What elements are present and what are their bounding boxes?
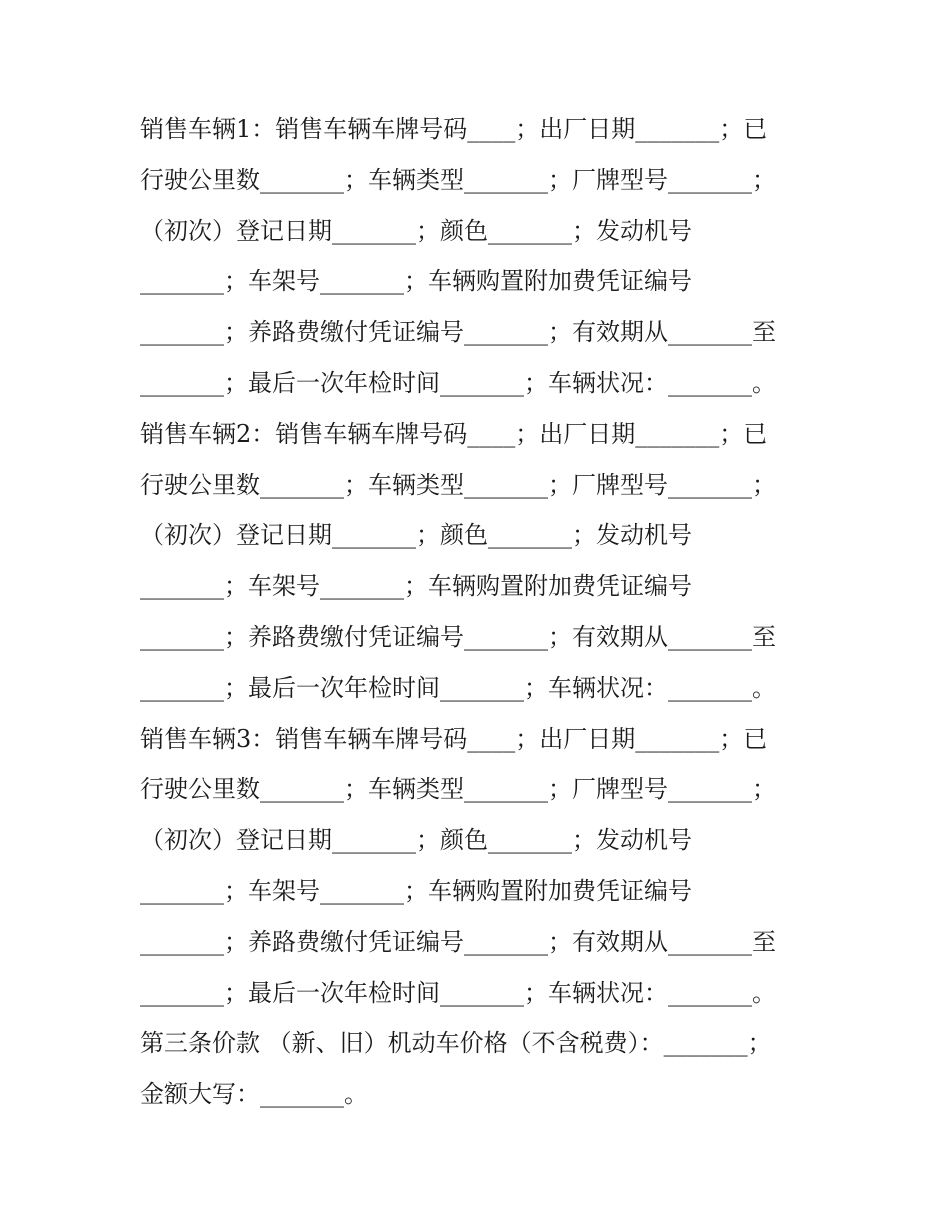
vehicle-3-line-6: _______；最后一次年检时间_______；车辆状况：_______。 [140,978,776,1007]
vehicle-2-line-2: 行驶公里数_______；车辆类型_______；厂牌型号_______； [140,470,776,499]
amount-in-words-line: 金额大写：_______。 [140,1080,368,1109]
vehicle-2-line-5: _______；养路费缴付凭证编号_______；有效期从_______至 [140,622,776,651]
vehicle-3-line-5: _______；养路费缴付凭证编号_______；有效期从_______至 [140,927,776,956]
vehicle-1-line-3: （初次）登记日期_______；颜色_______；发动机号 [140,216,692,245]
vehicle-3-line-3: （初次）登记日期_______；颜色_______；发动机号 [140,826,692,855]
vehicle-1-line-1: 销售车辆1：销售车辆车牌号码____；出厂日期_______；已 [140,115,768,143]
vehicle-2-line-3: （初次）登记日期_______；颜色_______；发动机号 [140,521,692,550]
document-page [140,104,810,1120]
vehicle-3-line-1: 销售车辆3：销售车辆车牌号码____；出厂日期_______；已 [140,724,768,753]
vehicle-1-line-2: 行驶公里数_______；车辆类型_______；厂牌型号_______； [140,165,776,194]
price-clause-line: 第三条价款 （新、旧）机动车价格（不含税费）：_______； [140,1029,772,1058]
vehicle-2-line-4: _______；车架号_______；车辆购置附加费凭证编号 [140,572,692,601]
vehicle-3-line-2: 行驶公里数_______；车辆类型_______；厂牌型号_______； [140,775,776,804]
vehicle-1-line-6: _______；最后一次年检时间_______；车辆状况：_______。 [140,368,776,397]
vehicle-1-line-4: _______；车架号_______；车辆购置附加费凭证编号 [140,267,692,296]
vehicle-1-line-5: _______；养路费缴付凭证编号_______；有效期从_______至 [140,318,776,347]
vehicle-3-line-4: _______；车架号_______；车辆购置附加费凭证编号 [140,876,692,905]
vehicle-2-line-6: _______；最后一次年检时间_______；车辆状况：_______。 [140,673,776,702]
vehicle-2-line-1: 销售车辆2：销售车辆车牌号码____；出厂日期_______；已 [140,419,768,448]
